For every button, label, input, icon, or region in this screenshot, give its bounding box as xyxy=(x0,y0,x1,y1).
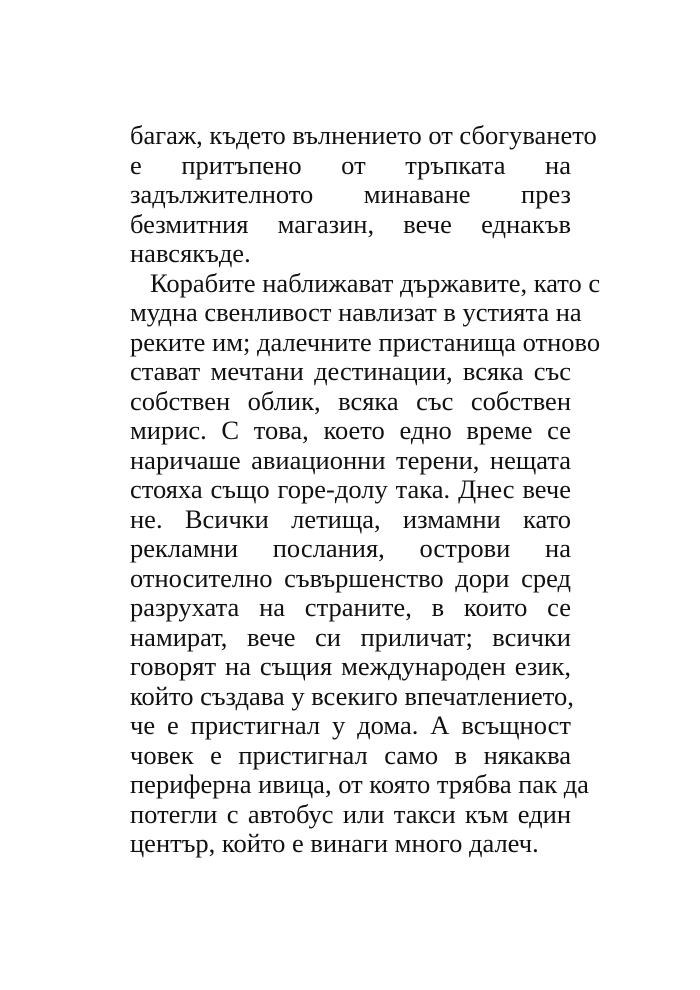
text-line: безмитния магазин, вече еднакъв xyxy=(130,208,571,239)
text-line: който създава у всекиго впечатлението, xyxy=(130,680,574,711)
text-line: мудна свенливост навлизат в устията на xyxy=(130,297,582,327)
text-line: човек е пристигнал само в някаква xyxy=(130,739,571,770)
paragraph-2 xyxy=(130,267,601,859)
text-line: говорят на същия международен език, xyxy=(130,651,571,681)
text-line: потегли с автобус или такси към един xyxy=(130,798,571,829)
text-line: стояха също горе-долу така. Днес вече xyxy=(130,474,571,504)
text-line: че е пристигнал у дома. А всъщност xyxy=(130,710,571,740)
text-line: относително съвършенство дори сред xyxy=(130,562,571,593)
text-line: навсякъде. xyxy=(130,238,251,268)
text-line: е притъпено от тръпката на xyxy=(130,149,571,180)
text-line: разрухата на страните, в които се xyxy=(130,592,571,622)
paragraph-1 xyxy=(130,120,597,269)
text-line: периферна ивица, от която трябва пак да xyxy=(130,769,589,799)
text-line: собствен облик, всяка със собствен xyxy=(130,385,571,416)
body-text xyxy=(130,120,601,859)
text-line: намират, вече си приличат; всички xyxy=(130,621,571,652)
text-line: Корабите наближават държавите, като с xyxy=(150,267,601,298)
text-line: багаж, където вълнението от сбогуването xyxy=(130,120,597,150)
text-line: задължителното минаване през xyxy=(130,179,571,209)
text-line: рекламни послания, острови на xyxy=(130,533,571,563)
text-line: наричаше авиационни терени, нещата xyxy=(130,444,571,475)
text-line: мирис. С това, което едно време се xyxy=(130,415,571,445)
text-line: реките им; далечните пристанища отново xyxy=(130,326,601,357)
text-line: стават мечтани дестинации, всяка със xyxy=(130,356,571,386)
text-line: център, който е винаги много далеч. xyxy=(130,828,539,858)
text-line: не. Всички летища, измамни като xyxy=(130,503,571,534)
